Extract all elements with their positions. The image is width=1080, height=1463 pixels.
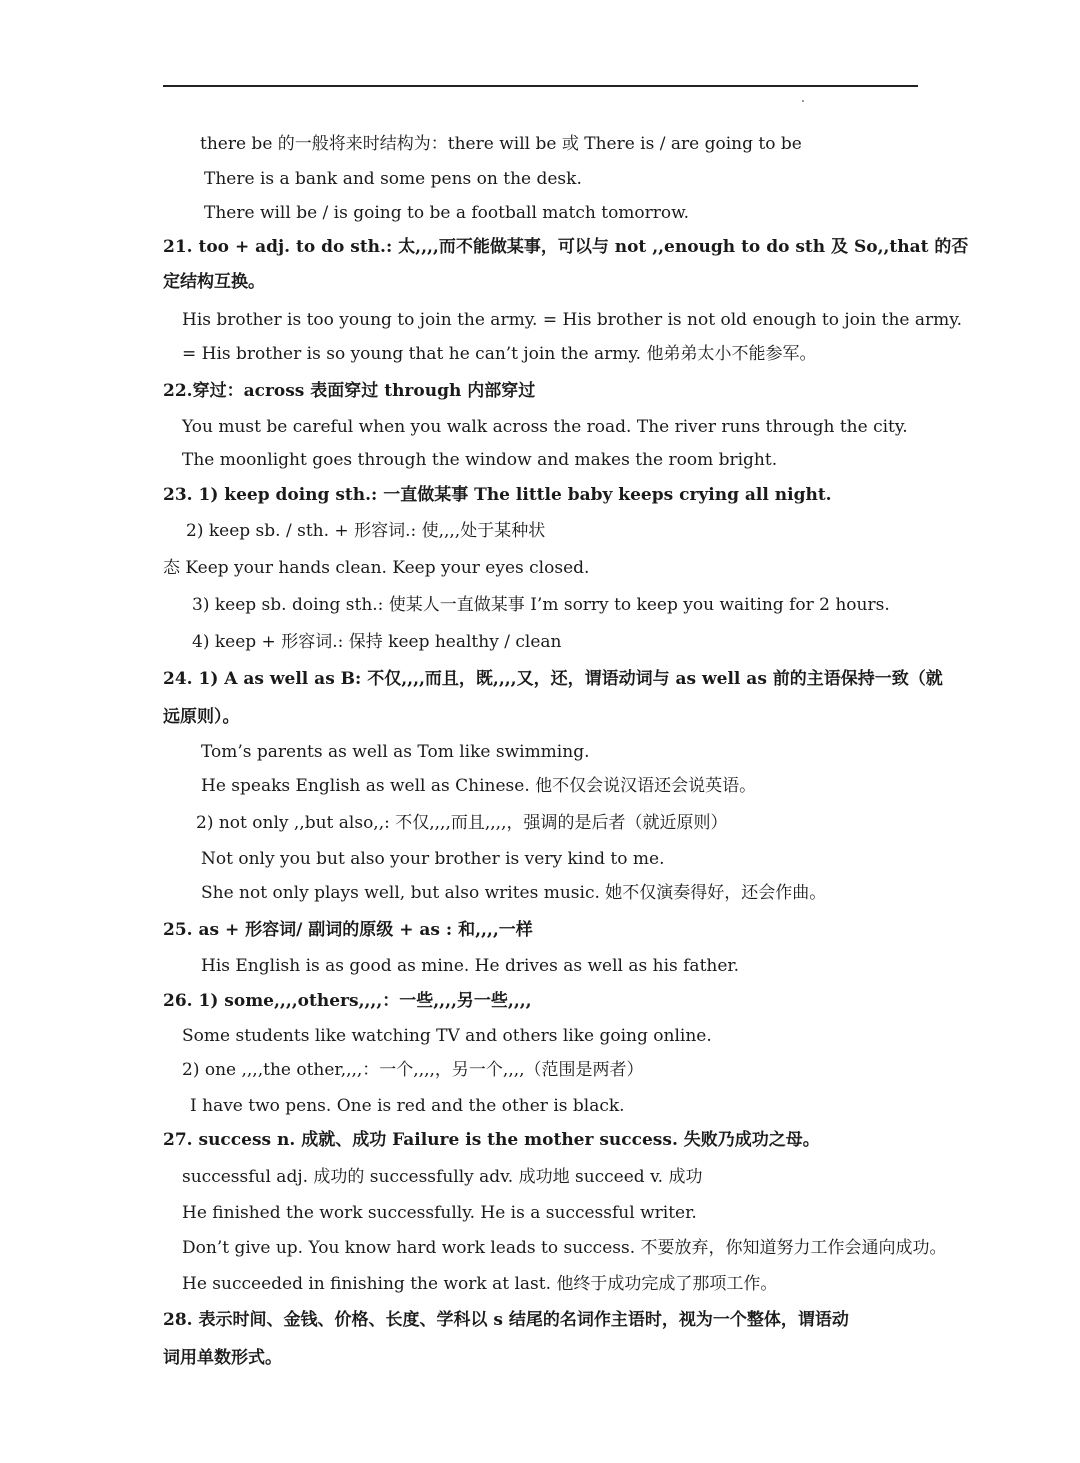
item-24-heading-cont: 远原则）。 [163, 707, 240, 727]
header-rule [163, 85, 918, 87]
example-line: I have two pens. One is red and the other is black. [190, 1096, 625, 1116]
item-21-heading: 21. too + adj. to do sth.: 太,,,,而不能做某事，可以与 not ,,enough to do sth 及 So,,that 的否 [163, 237, 969, 257]
sub-item: 2) keep sb. / sth. + 形容词.: 使,,,,处于某种状 [186, 521, 546, 541]
example-line: He speaks English as well as Chinese. 他不仅会说汉语还会说英语。 [201, 776, 757, 796]
example-line: There will be / is going to be a football match tomorrow. [204, 203, 690, 223]
example-line: He succeeded in finishing the work at last. 他终于成功完成了那项工作。 [182, 1274, 778, 1294]
example-line: = His brother is so young that he can’t join the army. 他弟弟太小不能参军。 [182, 344, 817, 364]
example-line: She not only plays well, but also writes music. 她不仅演奏得好，还会作曲。 [201, 883, 827, 903]
example-line: Some students like watching TV and others like going online. [182, 1026, 712, 1046]
sub-item: 2) not only ,,but also,,: 不仅,,,,而且,,,,，强调的是后者（就近原则） [196, 813, 728, 833]
example-line: There is a bank and some pens on the desk. [204, 169, 582, 189]
sub-item: 2) one ,,,,the other,,,,：一个,,,,，另一个,,,,（范围是两者） [182, 1060, 644, 1080]
example-line: 态 Keep your hands clean. Keep your eyes closed. [163, 558, 590, 578]
sub-item: 4) keep + 形容词.: 保持 keep healthy / clean [192, 632, 562, 652]
example-line: The moonlight goes through the window and makes the room bright. [182, 450, 778, 470]
item-27-heading: 27. success n. 成就、成功 Failure is the mother success. 失败乃成功之母。 [163, 1130, 820, 1150]
item-25-heading: 25. as + 形容词/ 副词的原级 + as : 和,,,,一样 [163, 920, 533, 940]
example-line: successful adj. 成功的 successfully adv. 成功地 succeed v. 成功 [182, 1167, 703, 1187]
example-line: Don’t give up. You know hard work leads to success. 不要放弃，你知道努力工作会通向成功。 [182, 1238, 947, 1258]
item-28-heading: 28. 表示时间、金钱、价格、长度、学科以 s 结尾的名词作主语时，视为一个整体，谓语动 [163, 1310, 849, 1330]
example-line: You must be careful when you walk across the road. The river runs through the city. [182, 417, 908, 437]
note-there-be-future: there be 的一般将来时结构为：there will be 或 There is / are going to be [200, 134, 802, 154]
example-line: His brother is too young to join the army. = His brother is not old enough to join the army. [182, 310, 963, 330]
example-line: He finished the work successfully. He is a successful writer. [182, 1203, 697, 1223]
example-line: His English is as good as mine. He drives as well as his father. [201, 956, 740, 976]
sub-item: 3) keep sb. doing sth.: 使某人一直做某事 I’m sorry to keep you waiting for 2 hours. [192, 595, 890, 615]
item-21-heading-cont: 定结构互换。 [163, 272, 265, 292]
item-23-heading: 23. 1) keep doing sth.: 一直做某事 The little baby keeps crying all night. [163, 485, 832, 505]
item-26-heading: 26. 1) some,,,,others,,,,：一些,,,,另一些,,,, [163, 991, 532, 1011]
example-line: Not only you but also your brother is very kind to me. [201, 849, 665, 869]
item-22-heading: 22.穿过：across 表面穿过 through 内部穿过 [163, 381, 536, 401]
item-24-heading: 24. 1) A as well as B: 不仅,,,,而且，既,,,,又，还，谓语动词与 as well as 前的主语保持一致（就 [163, 669, 943, 689]
item-28-heading-cont: 词用单数形式。 [163, 1348, 282, 1368]
header-dot [802, 100, 804, 102]
example-line: Tom’s parents as well as Tom like swimming. [201, 742, 590, 762]
